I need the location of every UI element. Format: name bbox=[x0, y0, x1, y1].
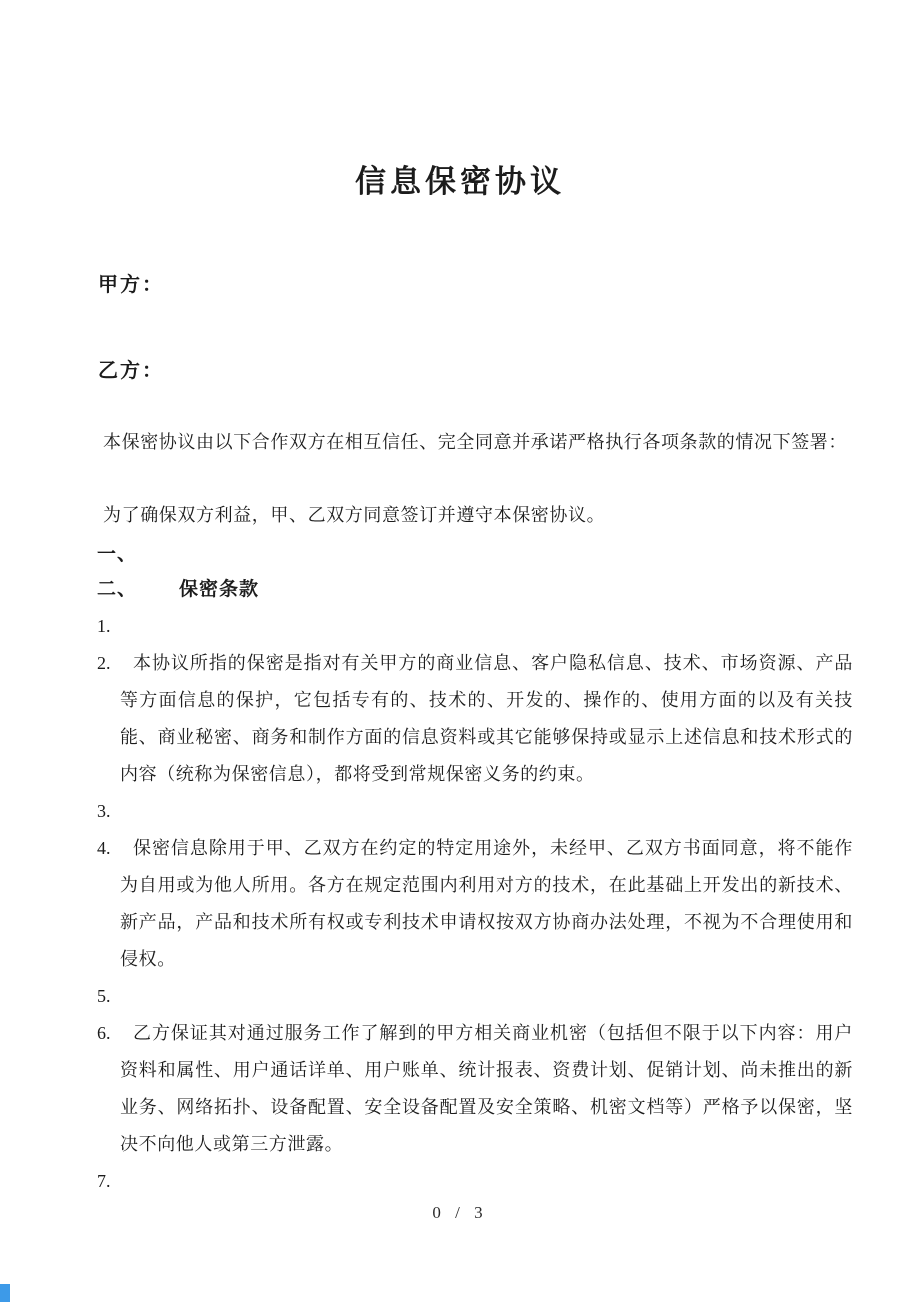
clause-number: 7. bbox=[97, 1171, 111, 1191]
section-heading-1 bbox=[97, 539, 137, 566]
corner-accent-mark bbox=[0, 1284, 10, 1302]
section-heading-2 bbox=[97, 574, 259, 601]
intro-paragraph-2: 为了确保双方利益，甲、乙双方同意签订并遵守本保密协议。 bbox=[103, 505, 606, 525]
clause-number: 1. bbox=[97, 616, 111, 636]
section-2-title: 保密条款 bbox=[179, 579, 260, 600]
party-b-label: 乙方： bbox=[98, 360, 164, 382]
clause-item-3 bbox=[97, 793, 853, 830]
clause-list bbox=[97, 608, 853, 1200]
clause-text: 保密信息除用于甲、乙双方在约定的特定用途外，未经甲、乙双方书面同意，将不能作为自用或为他人所用。各方在规定范围内利用对方的技术，在此基础上开发出的新技术、新产品，产品和技术所有权或专利技术申请权按双方协商办法处理，不视为不合理使用和侵权。 bbox=[120, 838, 853, 969]
page-number: 0 / 3 bbox=[432, 1203, 488, 1222]
clause-number: 3. bbox=[97, 801, 111, 821]
clause-item-7 bbox=[97, 1163, 853, 1200]
party-a-label: 甲方： bbox=[98, 274, 164, 296]
clause-item-1 bbox=[97, 608, 853, 645]
clause-item-2 bbox=[97, 645, 853, 793]
clause-item-5 bbox=[97, 978, 853, 1015]
clause-item-4 bbox=[97, 830, 853, 978]
clause-number: 6. bbox=[97, 1023, 111, 1043]
clause-text: 本协议所指的保密是指对有关甲方的商业信息、客户隐私信息、技术、市场资源、产品等方面信息的保护，它包括专有的、技术的、开发的、操作的、使用方面的以及有关技能、商业秘密、商务和制作方面的信息资料或其它能够保持或显示上述信息和技术形式的内容（统称为保密信息），都将受到常规保密义务的约束。 bbox=[120, 653, 853, 784]
section-1-number: 一、 bbox=[97, 544, 138, 565]
document-title: 信息保密协议 bbox=[355, 164, 565, 199]
clause-number: 2. bbox=[97, 653, 111, 673]
clause-number: 4. bbox=[97, 838, 111, 858]
clause-text: 乙方保证其对通过服务工作了解到的甲方相关商业机密（包括但不限于以下内容：用户资料和属性、用户通话详单、用户账单、统计报表、资费计划、促销计划、尚未推出的新业务、网络拓扑、设备配置、安全设备配置及安全策略、机密文档等）严格予以保密，坚决不向他人或第三方泄露。 bbox=[120, 1023, 853, 1154]
intro-paragraph-1: 本保密协议由以下合作双方在相互信任、完全同意并承诺严格执行各项条款的情况下签署： bbox=[103, 432, 847, 452]
section-2-number: 二、 bbox=[97, 579, 138, 600]
clause-item-6 bbox=[97, 1015, 853, 1163]
clause-number: 5. bbox=[97, 986, 111, 1006]
